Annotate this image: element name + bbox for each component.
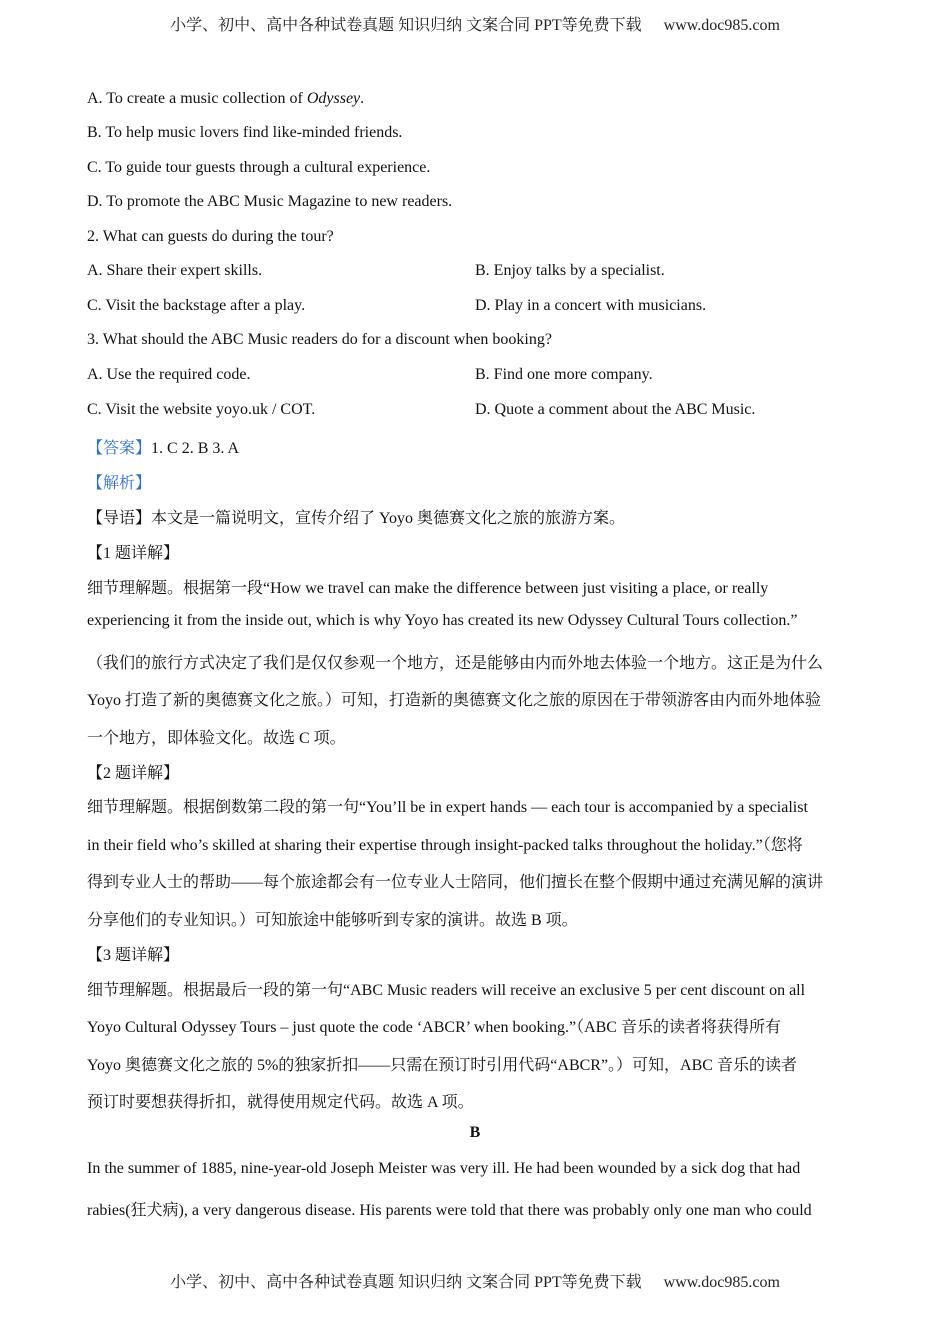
answer-text: 1. C 2. B 3. A bbox=[151, 440, 240, 457]
q1-option-a-italic: Odyssey bbox=[306, 90, 361, 107]
detail1-line: 一个地方，即体验文化。故选 C 项。 bbox=[87, 730, 346, 747]
analysis-label: 【解析】 bbox=[87, 475, 152, 492]
q1-option-d: D. To promote the ABC Music Magazine to new readers. bbox=[87, 193, 453, 210]
section-b-line: rabies(狂犬病), a very dangerous disease. His parents were told that there was probably only one man who could bbox=[87, 1202, 812, 1219]
detail1-title: 【1 题详解】 bbox=[87, 545, 180, 562]
detail1-line: experiencing it from the inside out, which is why Yoyo has created its new Odyssey Cultural Tours collection.” bbox=[87, 612, 798, 629]
detail3-title: 【3 题详解】 bbox=[87, 947, 180, 964]
q3-option-b: B. Find one more company. bbox=[475, 366, 653, 383]
q1-option-a-text: A. To create a music collection of bbox=[87, 90, 307, 107]
detail2-line: 分享他们的专业知识。）可知旅途中能够听到专家的演讲。故选 B 项。 bbox=[87, 912, 578, 929]
detail2-line: 得到专业人士的帮助——每个旅途都会有一位专业人士陪同，他们擅长在整个假期中通过充满见解的演讲 bbox=[87, 874, 824, 891]
answer-label: 【答案】 bbox=[87, 440, 152, 457]
footer-url[interactable]: www.doc985.com bbox=[663, 1274, 780, 1291]
q3-option-c: C. Visit the website yoyo.uk / COT. bbox=[87, 401, 316, 418]
q2-option-d: D. Play in a concert with musicians. bbox=[475, 297, 707, 314]
detail2-title: 【2 题详解】 bbox=[87, 765, 180, 782]
q1-option-b: B. To help music lovers find like-minded friends. bbox=[87, 124, 403, 141]
q2-stem: 2. What can guests do during the tour? bbox=[87, 228, 334, 245]
intro-line: 【导语】本文是一篇说明文，宣传介绍了 Yoyo 奥德赛文化之旅的旅游方案。 bbox=[87, 510, 625, 527]
detail2-line: 细节理解题。根据倒数第二段的第一句“You’ll be in expert hands — each tour is accompanied by a specialist bbox=[87, 799, 808, 816]
detail1-line: 细节理解题。根据第一段“How we travel can make the difference between just visiting a place, or really bbox=[87, 580, 769, 597]
q3-option-a: A. Use the required code. bbox=[87, 366, 251, 383]
q1-option-a bbox=[87, 90, 364, 108]
detail2-line: in their field who’s skilled at sharing their expertise through insight-packed talks throughout the holiday.”（您将 bbox=[87, 837, 803, 854]
q1-option-a-suffix: . bbox=[360, 90, 365, 107]
q3-stem: 3. What should the ABC Music readers do for a discount when booking? bbox=[87, 331, 552, 348]
section-b-line: In the summer of 1885, nine-year-old Joseph Meister was very ill. He had been wounded by a sick dog that had bbox=[87, 1160, 801, 1177]
page-header bbox=[0, 12, 950, 35]
detail3-line: Yoyo Cultural Odyssey Tours – just quote the code ‘ABCR’ when booking.”（ABC 音乐的读者将获得所有 bbox=[87, 1019, 781, 1036]
detail1-line: （我们的旅行方式决定了我们是仅仅参观一个地方，还是能够由内而外地去体验一个地方。这正是为什么 bbox=[87, 655, 824, 672]
detail1-line: Yoyo 打造了新的奥德赛文化之旅。）可知，打造新的奥德赛文化之旅的原因在于带领游客由内而外地体验 bbox=[87, 692, 821, 709]
q2-option-c: C. Visit the backstage after a play. bbox=[87, 297, 306, 314]
q2-option-b: B. Enjoy talks by a specialist. bbox=[475, 262, 665, 279]
detail3-line: 预订时要想获得折扣，就得使用规定代码。故选 A 项。 bbox=[87, 1094, 474, 1111]
q2-option-a: A. Share their expert skills. bbox=[87, 262, 263, 279]
header-text: 小学、初中、高中各种试卷真题 知识归纳 文案合同 PPT等免费下载 bbox=[170, 17, 642, 34]
section-b-heading: B bbox=[469, 1124, 481, 1141]
detail3-line: Yoyo 奥德赛文化之旅的 5%的独家折扣——只需在预订时引用代码“ABCR”。）可知，ABC 音乐的读者 bbox=[87, 1057, 797, 1074]
q3-option-d: D. Quote a comment about the ABC Music. bbox=[475, 401, 756, 418]
q1-option-c: C. To guide tour guests through a cultural experience. bbox=[87, 159, 431, 176]
page-footer bbox=[0, 1269, 950, 1292]
detail3-line: 细节理解题。根据最后一段的第一句“ABC Music readers will receive an exclusive 5 per cent discount on all bbox=[87, 982, 806, 999]
answer-line bbox=[87, 435, 239, 458]
footer-text: 小学、初中、高中各种试卷真题 知识归纳 文案合同 PPT等免费下载 bbox=[170, 1274, 642, 1291]
header-url[interactable]: www.doc985.com bbox=[663, 17, 780, 34]
